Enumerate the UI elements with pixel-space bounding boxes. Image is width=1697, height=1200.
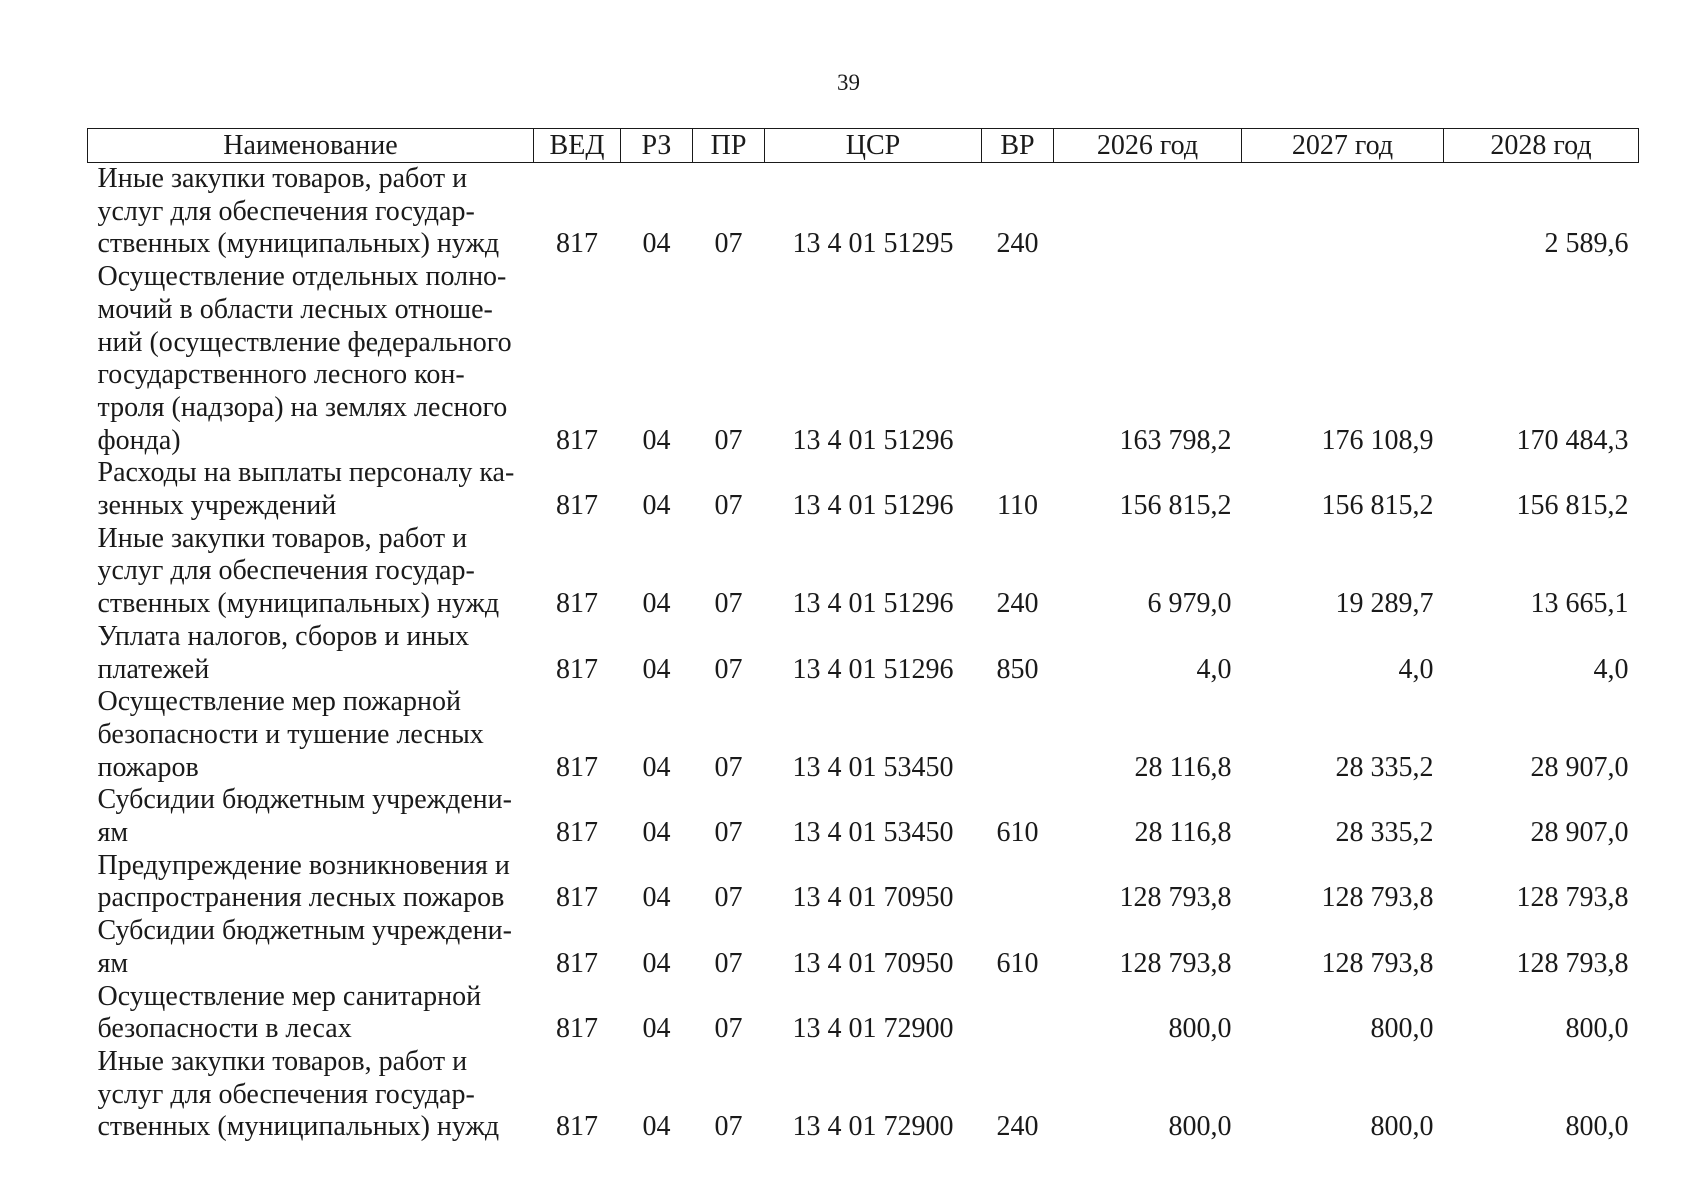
cell-vr: 240 (996, 588, 1039, 620)
cell-rz: 04 (642, 882, 671, 914)
table-row (88, 1046, 1639, 1144)
cell-rz: 04 (642, 424, 671, 456)
cell-pr: 07 (714, 490, 743, 522)
row-name-text: Расходы на выплаты персоналу ка- зенных учреждений (97, 457, 515, 522)
table-header-row (88, 129, 1639, 163)
cell-name (88, 686, 534, 784)
cell-vr (982, 981, 1054, 1046)
cell-2026: 4,0 (1196, 653, 1232, 685)
budget-table (87, 128, 1639, 1144)
cell-csr: 13 4 01 51296 (792, 653, 954, 685)
cell-csr: 13 4 01 53450 (792, 817, 954, 849)
cell-2026: 28 116,8 (1134, 751, 1232, 783)
cell-pr: 07 (714, 588, 743, 620)
cell-ved: 817 (556, 653, 598, 685)
cell-vr (982, 686, 1054, 784)
row-name-text: Субсидии бюджетным учреждени- ям (97, 784, 512, 849)
row-name-text: Иные закупки товаров, работ и услуг для обеспечения государ- ственных (муниципальных) нужд (97, 1045, 500, 1143)
table-row (88, 981, 1639, 1046)
cell-csr: 13 4 01 51295 (792, 228, 954, 260)
cell-ved: 817 (556, 882, 598, 914)
cell-csr: 13 4 01 51296 (792, 588, 954, 620)
cell-2026: 6 979,0 (1147, 588, 1232, 620)
header-ved: ВЕД (534, 129, 621, 163)
cell-2028: 13 665,1 (1530, 588, 1629, 620)
cell-ved: 817 (556, 1111, 598, 1143)
row-name-text: Осуществление мер пожарной безопасности и тушение лесных пожаров (97, 686, 484, 783)
cell-ved: 817 (556, 490, 598, 522)
header-rz: РЗ (621, 129, 693, 163)
cell-pr: 07 (714, 882, 743, 914)
table-row (88, 784, 1639, 849)
table-row (88, 850, 1639, 915)
table-row (88, 163, 1639, 262)
cell-vr (982, 261, 1054, 457)
cell-2028: 156 815,2 (1516, 490, 1629, 522)
header-2026: 2026 год (1054, 129, 1242, 163)
cell-rz: 04 (642, 228, 671, 260)
table-row (88, 457, 1639, 522)
cell-ved: 817 (556, 228, 598, 260)
cell-ved: 817 (556, 424, 598, 456)
table-row (88, 915, 1639, 980)
cell-2028: 28 907,0 (1530, 751, 1629, 783)
cell-2027: 28 335,2 (1335, 751, 1434, 783)
cell-csr: 13 4 01 53450 (792, 751, 954, 783)
cell-2027: 128 793,8 (1321, 947, 1434, 979)
cell-vr: 610 (996, 817, 1039, 849)
cell-2026: 128 793,8 (1119, 947, 1232, 979)
table-row (88, 686, 1639, 784)
cell-2028: 2 589,6 (1544, 228, 1629, 260)
cell-2027: 28 335,2 (1335, 817, 1434, 849)
cell-2027: 176 108,9 (1321, 424, 1434, 456)
cell-csr: 13 4 01 70950 (792, 882, 954, 914)
cell-2027: 128 793,8 (1321, 882, 1434, 914)
cell-pr: 07 (714, 1013, 743, 1045)
cell-ved: 817 (556, 817, 598, 849)
cell-name (88, 915, 534, 980)
row-name-text: Осуществление мер санитарной безопасности в лесах (97, 980, 482, 1045)
table-row (88, 523, 1639, 621)
cell-rz: 04 (642, 490, 671, 522)
row-name-text: Иные закупки товаров, работ и услуг для обеспечения государ- ственных (муниципальных) нужд (97, 522, 500, 620)
cell-name (88, 163, 534, 262)
cell-name (88, 457, 534, 522)
cell-pr: 07 (714, 228, 743, 260)
header-csr: ЦСР (765, 129, 982, 163)
cell-2028: 4,0 (1593, 653, 1629, 685)
cell-vr: 610 (996, 947, 1039, 979)
cell-2028: 28 907,0 (1530, 817, 1629, 849)
cell-ved: 817 (556, 1013, 598, 1045)
cell-vr: 240 (996, 228, 1039, 260)
row-name-text: Осуществление отдельных полно- мочий в области лесных отноше- ний (осуществление федерального государственного лесного кон- троля (надзора) на землях лесного фонда) (97, 261, 512, 456)
cell-rz: 04 (642, 751, 671, 783)
cell-2026 (1054, 163, 1242, 262)
cell-pr: 07 (714, 817, 743, 849)
cell-csr: 13 4 01 51296 (792, 490, 954, 522)
cell-rz: 04 (642, 817, 671, 849)
table-body (88, 163, 1639, 1145)
cell-2026: 800,0 (1168, 1111, 1232, 1143)
cell-2026: 28 116,8 (1134, 817, 1232, 849)
cell-name (88, 261, 534, 457)
cell-pr: 07 (714, 1111, 743, 1143)
cell-2028: 128 793,8 (1516, 947, 1629, 979)
cell-2028: 170 484,3 (1516, 424, 1629, 456)
header-2027: 2027 год (1242, 129, 1444, 163)
cell-2027: 19 289,7 (1335, 588, 1434, 620)
row-name-text: Субсидии бюджетным учреждени- ям (97, 915, 512, 979)
cell-name (88, 981, 534, 1046)
cell-2027: 4,0 (1398, 653, 1434, 685)
cell-name (88, 523, 534, 621)
cell-2028: 800,0 (1565, 1111, 1629, 1143)
header-name: Наименование (88, 129, 534, 163)
cell-pr: 07 (714, 947, 743, 979)
cell-vr: 850 (996, 653, 1039, 685)
cell-name (88, 850, 534, 915)
cell-2026: 800,0 (1168, 1013, 1232, 1045)
row-name-text: Иные закупки товаров, работ и услуг для обеспечения государ- ственных (муниципальных) нужд (97, 163, 500, 260)
cell-2027 (1242, 163, 1444, 262)
cell-2027: 800,0 (1370, 1013, 1434, 1045)
cell-rz: 04 (642, 1013, 671, 1045)
cell-csr: 13 4 01 72900 (792, 1013, 954, 1045)
table-row (88, 261, 1639, 457)
header-2028: 2028 год (1444, 129, 1639, 163)
cell-2027: 800,0 (1370, 1111, 1434, 1143)
header-vr: ВР (982, 129, 1054, 163)
cell-rz: 04 (642, 1111, 671, 1143)
cell-csr: 13 4 01 51296 (792, 424, 954, 456)
cell-name (88, 1046, 534, 1144)
cell-2028: 128 793,8 (1516, 882, 1629, 914)
cell-name (88, 621, 534, 686)
cell-2026: 128 793,8 (1119, 882, 1232, 914)
cell-ved: 817 (556, 947, 598, 979)
cell-pr: 07 (714, 653, 743, 685)
cell-pr: 07 (714, 424, 743, 456)
cell-csr: 13 4 01 72900 (792, 1111, 954, 1143)
row-name-text: Уплата налогов, сборов и иных платежей (97, 620, 470, 685)
page-number: 39 (837, 70, 860, 95)
cell-name (88, 784, 534, 849)
cell-vr: 110 (997, 490, 1038, 522)
cell-rz: 04 (642, 947, 671, 979)
cell-2026: 163 798,2 (1119, 424, 1232, 456)
cell-2028: 800,0 (1565, 1013, 1629, 1045)
cell-rz: 04 (642, 653, 671, 685)
cell-csr: 13 4 01 70950 (792, 947, 954, 979)
row-name-text: Предупреждение возникновения и распространения лесных пожаров (97, 849, 510, 914)
cell-2026: 156 815,2 (1119, 490, 1232, 522)
cell-vr: 240 (996, 1111, 1039, 1143)
cell-ved: 817 (556, 751, 598, 783)
cell-rz: 04 (642, 588, 671, 620)
header-pr: ПР (693, 129, 765, 163)
cell-pr: 07 (714, 751, 743, 783)
table-row (88, 621, 1639, 686)
cell-vr (982, 850, 1054, 915)
cell-ved: 817 (556, 588, 598, 620)
cell-2027: 156 815,2 (1321, 490, 1434, 522)
